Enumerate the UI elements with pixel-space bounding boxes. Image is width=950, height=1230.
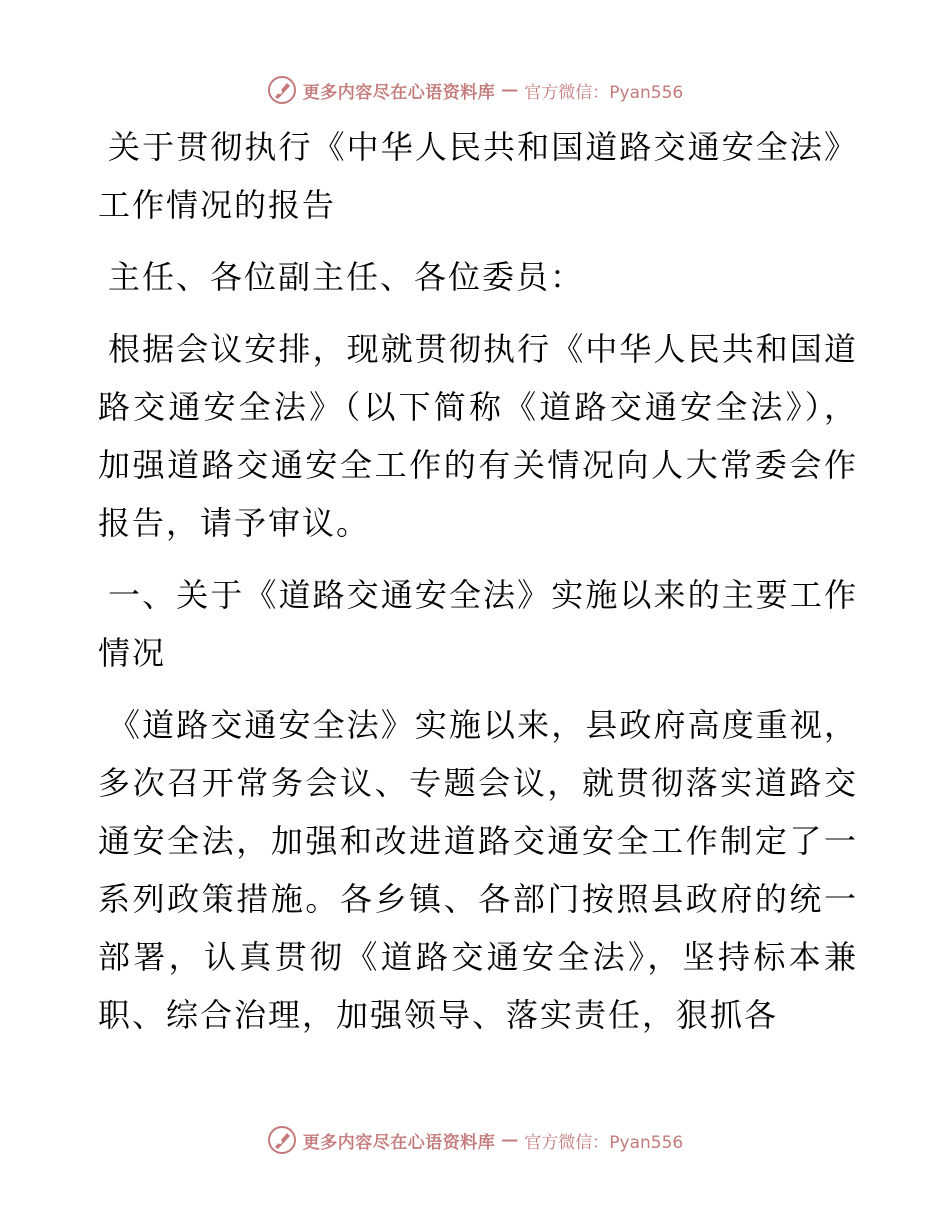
document-body bbox=[98, 118, 858, 1044]
watermark-main-text: 更多内容尽在心语资料库 bbox=[302, 82, 496, 103]
quill-logo-icon bbox=[267, 1125, 297, 1155]
intro-paragraph: 根据会议安排，现就贯彻执行《中华人民共和国道路交通安全法》（以下简称《道路交通安全法》），加强道路交通安全工作的有关情况向人大常委会作报告，请予审议。 bbox=[98, 330, 858, 542]
footer-watermark bbox=[0, 1120, 950, 1160]
salutation: 主任、各位副主任、各位委员： bbox=[108, 258, 585, 296]
watermark-wechat-text: 官方微信：Pyan556 bbox=[524, 82, 684, 103]
watermark-dash: — bbox=[501, 80, 519, 100]
quill-logo-icon bbox=[267, 75, 297, 105]
header-watermark bbox=[0, 70, 950, 110]
watermark-main-text: 更多内容尽在心语资料库 bbox=[302, 1132, 496, 1153]
section-1-heading: 一、关于《道路交通安全法》实施以来的主要工作情况 bbox=[98, 576, 858, 672]
section-1-paragraph: 《道路交通安全法》实施以来，县政府高度重视，多次召开常务会议、专题会议，就贯彻落实道路交通安全法，加强和改进道路交通安全工作制定了一系列政策措施。各乡镇、各部门按照县政府的统一部署，认真贯彻《道路交通安全法》，坚持标本兼职、综合治理，加强领导、落实责任，狠抓各 bbox=[98, 706, 858, 1034]
watermark-dash: — bbox=[501, 1130, 519, 1150]
watermark-wechat-text: 官方微信：Pyan556 bbox=[524, 1132, 684, 1153]
document-title: 关于贯彻执行《中华人民共和国道路交通安全法》工作情况的报告 bbox=[98, 128, 858, 224]
